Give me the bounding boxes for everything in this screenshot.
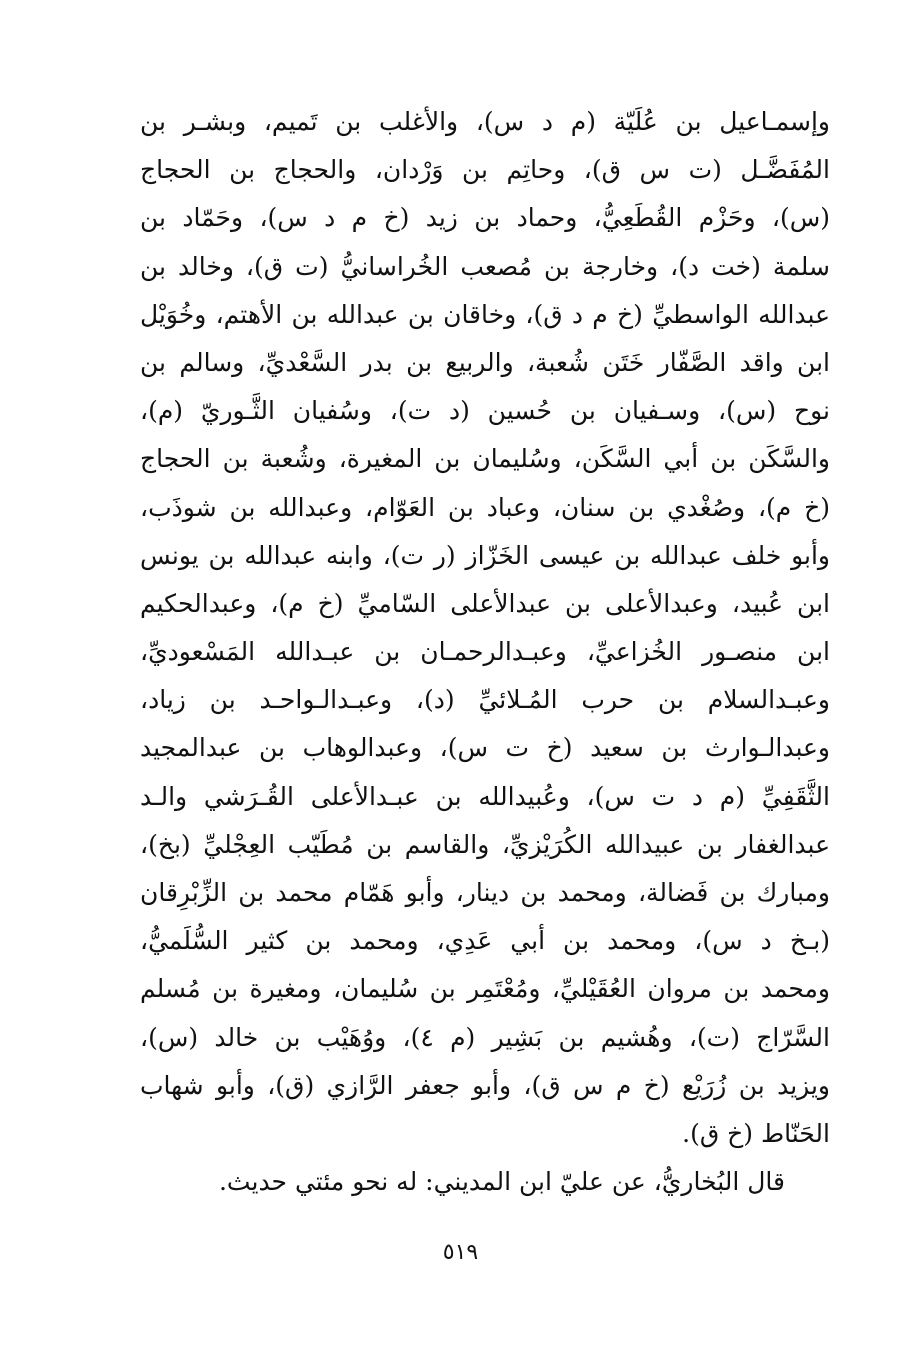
paragraph-line: قال البُخاريُّ، عن عليّ ابن المديني: له نحو مئتي حديث.	[218, 1167, 785, 1197]
text-line: نوح (س)، وسـفيان بن حُسين (د ت)، وسُفيان الثَّـوريّ (م)،	[140, 396, 830, 426]
text-line: سلمة (خت د)، وخارجة بن مُصعب الخُراسانيُّ (ت ق)، وخالد بن	[140, 251, 830, 281]
text-line: وعبدالـوارث بن سعيد (خ ت س)، وعبدالوهاب بن عبدالمجيد	[140, 733, 830, 763]
text-line: الحَنّاط (خ ق).	[682, 1118, 830, 1148]
text-line: الثَّقَفِيِّ (م د ت س)، وعُبيدالله بن عبـدالأعلى القُـرَشي والـد	[140, 781, 830, 811]
text-line: المُفَضَّـل (ت س ق)، وحاتِم بن وَرْدان، والحجاج بن الحجاج	[140, 155, 830, 185]
text-line: وأبو خلف عبدالله بن عيسى الخَزّاز (ر ت)، وابنه عبدالله بن يونس	[140, 540, 830, 570]
body-text	[140, 98, 830, 1206]
text-line: والسَّكَن بن أبي السَّكَن، وسُليمان بن المغيرة، وشُعبة بن الحجاج	[140, 444, 830, 474]
text-line: السَّرّاج (ت)، وهُشيم بن بَشِير (م ٤)، ووُهَيْب بن خالد (س)،	[140, 1022, 830, 1052]
text-line: ويزيد بن زُرَيْع (خ م س ق)، وأبو جعفر الرَّازي (ق)، وأبو شهاب	[140, 1070, 830, 1100]
text-line: (بـخ د س)، ومحمد بن أبي عَدِي، ومحمد بن كثير السُّلَميُّ،	[140, 926, 830, 956]
text-line: عبدالغفار بن عبيدالله الكُرَيْزيِّ، والقاسم بن مُطَيّب العِجْليِّ (بخ)،	[140, 829, 830, 859]
text-line: ابن واقد الصَّفّار خَتَن شُعبة، والربيع بن بدر السَّعْديِّ، وسالم بن	[140, 347, 830, 377]
text-line: ومحمد بن مروان العُقَيْليِّ، ومُعْتَمِر بن سُليمان، ومغيرة بن مُسلم	[140, 974, 830, 1004]
text-line: ابن منصـور الخُزاعيِّ، وعبـدالرحمـان بن عبـدالله المَسْعوديِّ،	[140, 637, 830, 667]
text-line: وعبـدالسلام بن حرب المُـلائيِّ (د)، وعبـدالـواحـد بن زياد،	[140, 685, 830, 715]
text-line: (خ م)، وصُغْدي بن سنان، وعباد بن العَوّام، وعبدالله بن شوذَب،	[140, 492, 830, 522]
text-line: (س)، وحَزْم القُطَعِيُّ، وحماد بن زيد (خ م د س)، وحَمّاد بن	[140, 203, 830, 233]
text-line: وإسمـاعيل بن عُلَيّة (م د س)، والأغلب بن تَميم، وبشـر بن	[140, 107, 830, 136]
text-line: ومبارك بن فَضالة، ومحمد بن دينار، وأبو هَمّام محمد بن الزِّبْرِقان	[140, 878, 830, 907]
text-line: عبدالله الواسطيِّ (خ م د ق)، وخاقان بن عبدالله بن الأهتم، وخُوَيْل	[140, 299, 830, 329]
text-line: ابن عُبيد، وعبدالأعلى بن عبدالأعلى السّاميِّ (خ م)، وعبدالحكيم	[140, 588, 830, 618]
page-number: ٥١٩	[442, 1240, 479, 1265]
